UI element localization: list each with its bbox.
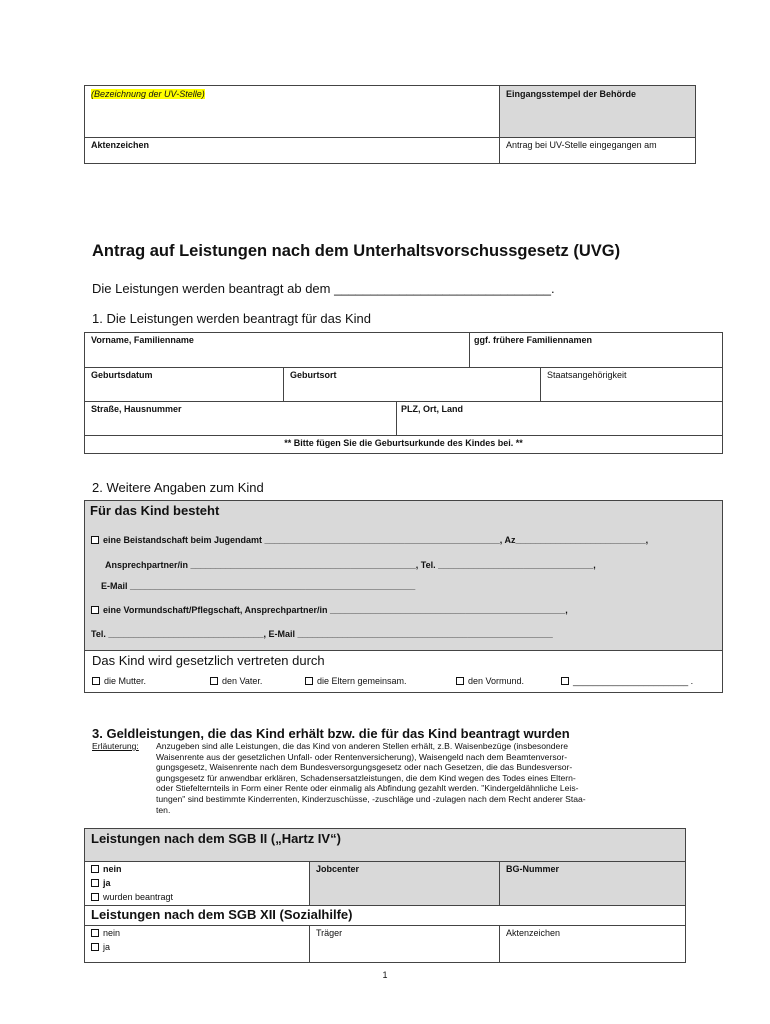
carrier-label: Träger [316,928,343,938]
nationality-field[interactable] [540,367,723,402]
child-name-label: Vorname, Familienname [91,335,194,345]
bg-number-field[interactable] [499,861,686,906]
sgb2-yes[interactable]: ja [91,878,111,888]
option-guardian[interactable]: den Vormund. [456,676,524,686]
vormund-text: eine Vormundschaft/Pflegschaft, Ansprechpartner/in _______________________________________________, [103,605,568,615]
checkbox-icon[interactable] [92,677,100,685]
city-field[interactable] [396,401,723,436]
checkbox-icon[interactable] [305,677,313,685]
child-status-title: Für das Kind besteht [90,503,220,518]
sgb12-options [84,925,310,963]
file-number-field[interactable] [84,137,500,164]
street-field[interactable] [84,401,397,436]
explanation-label: Erläuterung: [92,741,139,751]
birth-certificate-note [84,435,723,454]
jobcenter-field[interactable] [309,861,500,906]
beistand-text: eine Beistandschaft beim Jugendamt _______________________________________________, Az__________________________, [103,535,649,545]
checkbox-icon[interactable] [91,929,99,937]
note-text: ** Bitte fügen Sie die Geburtsurkunde des Kindes bei. ** [284,438,523,448]
option-parents[interactable]: die Eltern gemeinsam. [305,676,407,686]
former-names-field[interactable] [469,332,723,368]
sgb12-header [84,905,686,926]
authority-field[interactable] [84,85,500,138]
start-date-line[interactable]: Die Leistungen werden beantragt ab dem ______________________________. [92,281,555,296]
email-line[interactable]: E-Mail _________________________________________________________ [101,581,416,591]
page-number: 1 [382,970,388,980]
checkbox-icon[interactable] [91,893,99,901]
sgb12-title: Leistungen nach dem SGB XII (Sozialhilfe) [91,907,353,922]
checkbox-icon[interactable] [91,536,99,544]
child-name-field[interactable] [84,332,470,368]
authority-label: (Bezeichnung der UV-Stelle) [91,89,205,99]
section1-heading: 1. Die Leistungen werden beantragt für das Kind [92,311,371,326]
checkbox-icon[interactable] [91,943,99,951]
checkbox-icon[interactable] [91,879,99,887]
street-label: Straße, Hausnummer [91,404,182,414]
checkbox-icon[interactable] [91,865,99,873]
sgb12-no[interactable]: nein [91,928,120,938]
tel-line[interactable]: Tel. _______________________________, E-Mail ___________________________________________________ [91,629,553,639]
child-status-box [84,500,723,651]
city-label: PLZ, Ort, Land [401,404,463,414]
sgb2-applied[interactable]: wurden beantragt [91,892,173,902]
sgb2-no[interactable]: nein [91,864,122,874]
jobcenter-label: Jobcenter [316,864,360,874]
nationality-label: Staatsangehörigkeit [547,370,627,380]
option-mother[interactable]: die Mutter. [92,676,146,686]
checkbox-icon[interactable] [456,677,464,685]
sgb12-file-field[interactable] [499,925,686,963]
sgb12-yes[interactable]: ja [91,942,110,952]
received-field[interactable] [499,137,696,164]
option-other[interactable]: _______________________ . [561,676,693,686]
form-title: Antrag auf Leistungen nach dem Unterhaltsvorschussgesetz (UVG) [92,242,621,260]
sgb2-options [84,861,310,906]
explanation-text: Anzugeben sind alle Leistungen, die das Kind von anderen Stellen erhält, z.B. Waisenbezüge (insbesondere Waisenrente aus der gesetzlichen Unfall- oder Rentenversicherung), Waisengeld nach dem Beamtenversor- gungsgesetz, Waisenrente nach dem Bundesversorgungsgesetz oder nach Gesetzen, die das Bundesversor- gungsgesetz für anwendbar erklären, Schadensersatzleistungen, die dem Kind wegen des Todes eines Eltern- oder Stiefelternteils in Form einer Rente oder einmalig als Abfindung gezahlt werden. "Kindergeldähnliche Leis- tungen" sind bestimmte Kinderrenten, Kinderzuschüsse, -zuschläge und -zulagen nach dem Recht anderer Staa- ten. [156,741,586,815]
birthplace-label: Geburtsort [290,370,337,380]
sgb2-header [84,828,686,862]
beistand-row[interactable] [91,535,648,545]
stamp-label: Eingangsstempel der Behörde [506,89,637,99]
file-number-label: Aktenzeichen [91,140,150,150]
option-father[interactable]: den Vater. [210,676,262,686]
checkbox-icon[interactable] [91,606,99,614]
bg-number-label: BG-Nummer [506,864,560,874]
former-names-label: ggf. frühere Familiennamen [474,335,593,345]
vormund-row[interactable] [91,605,568,615]
sgb12-file-label: Aktenzeichen [506,928,561,938]
stamp-field [499,85,696,138]
birthdate-field[interactable] [84,367,284,402]
contact-line[interactable]: Ansprechpartner/in _____________________________________________, Tel. _______________________________, [105,560,596,570]
birthdate-label: Geburtsdatum [91,370,153,380]
represented-title: Das Kind wird gesetzlich vertreten durch [92,653,325,668]
sgb2-title: Leistungen nach dem SGB II („Hartz IV“) [91,831,341,846]
checkbox-icon[interactable] [210,677,218,685]
carrier-field[interactable] [309,925,500,963]
section3-heading: 3. Geldleistungen, die das Kind erhält bzw. die für das Kind beantragt wurden [92,726,570,741]
birthplace-field[interactable] [283,367,541,402]
received-label: Antrag bei UV-Stelle eingegangen am [506,140,657,150]
checkbox-icon[interactable] [561,677,569,685]
represented-box [84,650,723,693]
section2-heading: 2. Weitere Angaben zum Kind [92,480,264,495]
